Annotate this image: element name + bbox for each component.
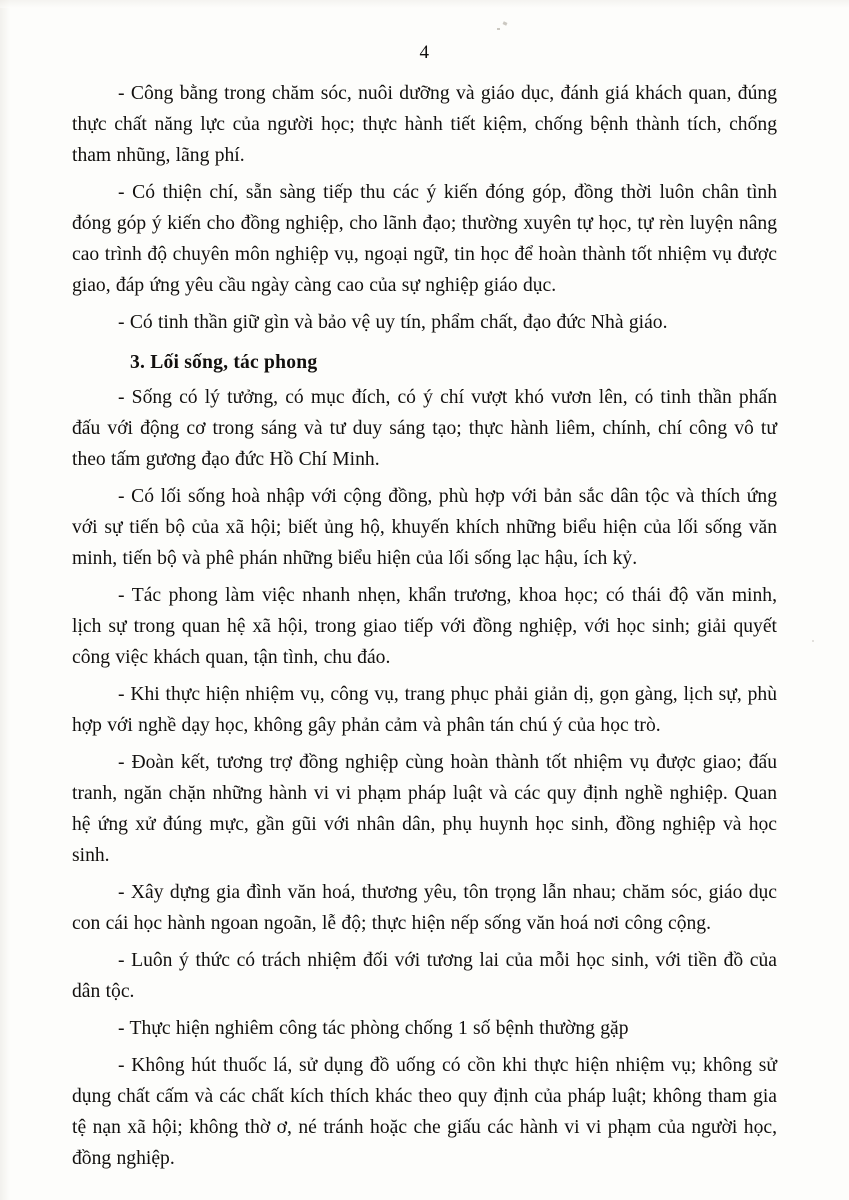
paragraph: - Có tinh thần giữ gìn và bảo vệ uy tín, phẩm chất, đạo đức Nhà giáo. <box>118 312 668 333</box>
scan-speck <box>497 28 500 30</box>
scan-speck <box>503 21 508 25</box>
paragraph: - Không hút thuốc lá, sử dụng đồ uống có cồn khi thực hiện nhiệm vụ; không sử dụng chất cấm và các chất kích thích khác theo quy định của pháp luật; không tham gia tệ nạn xã hội; không thờ ơ, né tránh hoặc che giấu các hành vi vi phạm của người học, đồng nghiệp. <box>72 1055 777 1169</box>
paragraph: - Xây dựng gia đình văn hoá, thương yêu, tôn trọng lẫn nhau; chăm sóc, giáo dục con cái học hành ngoan ngoãn, lễ độ; thực hiện nếp sống văn hoá nơi công cộng. <box>72 882 777 934</box>
scan-edge-top <box>0 0 849 8</box>
paragraph: - Luôn ý thức có trách nhiệm đối với tương lai của mỗi học sinh, với tiền đồ của dân tộc. <box>72 950 777 1002</box>
paragraph: - Thực hiện nghiêm công tác phòng chống 1 số bệnh thường gặp <box>118 1018 629 1039</box>
paragraph: - Đoàn kết, tương trợ đồng nghiệp cùng hoàn thành tốt nhiệm vụ được giao; đấu tranh, ngăn chặn những hành vi vi phạm pháp luật và các quy định nghề nghiệp. Quan hệ ứng xử đúng mực, gần gũi với nhân dân, phụ huynh học sinh, đồng nghiệp và học sinh. <box>72 752 777 866</box>
paragraph: - Khi thực hiện nhiệm vụ, công vụ, trang phục phải giản dị, gọn gàng, lịch sự, phù hợp với nghề dạy học, không gây phản cảm và phân tán chú ý của học trò. <box>72 684 777 736</box>
paragraph: - Công bằng trong chăm sóc, nuôi dưỡng và giáo dục, đánh giá khách quan, đúng thực chất năng lực của người học; thực hành tiết kiệm, chống bệnh thành tích, chống tham nhũng, lãng phí. <box>72 83 777 166</box>
section-heading: 3. Lối sống, tác phong <box>130 352 318 373</box>
document-body <box>72 78 777 1177</box>
paragraph: - Có thiện chí, sẵn sàng tiếp thu các ý kiến đóng góp, đồng thời luôn chân tình đóng góp ý kiến cho đồng nghiệp, cho lãnh đạo; thường xuyên tự học, tự rèn luyện nâng cao trình độ chuyên môn nghiệp vụ, ngoại ngữ, tin học để hoàn thành tốt nhiệm vụ được giao, đáp ứng yêu cầu ngày càng cao của sự nghiệp giáo dục. <box>72 182 777 296</box>
page-number: 4 <box>419 42 430 63</box>
paragraph: - Sống có lý tưởng, có mục đích, có ý chí vượt khó vươn lên, có tinh thần phấn đấu với động cơ trong sáng và tư duy sáng tạo; thực hành liêm, chính, chí công vô tư theo tấm gương đạo đức Hồ Chí Minh. <box>72 387 777 470</box>
paragraph: - Tác phong làm việc nhanh nhẹn, khẩn trương, khoa học; có thái độ văn minh, lịch sự trong quan hệ xã hội, trong giao tiếp với đồng nghiệp, với học sinh; giải quyết công việc khách quan, tận tình, chu đáo. <box>72 585 777 668</box>
scan-speck <box>812 640 814 642</box>
scan-edge-left <box>0 0 10 1200</box>
paragraph: - Có lối sống hoà nhập với cộng đồng, phù hợp với bản sắc dân tộc và thích ứng với sự tiến bộ của xã hội; biết ủng hộ, khuyến khích những biểu hiện của lối sống văn minh, tiến bộ và phê phán những biểu hiện của lối sống lạc hậu, ích kỷ. <box>72 486 777 569</box>
